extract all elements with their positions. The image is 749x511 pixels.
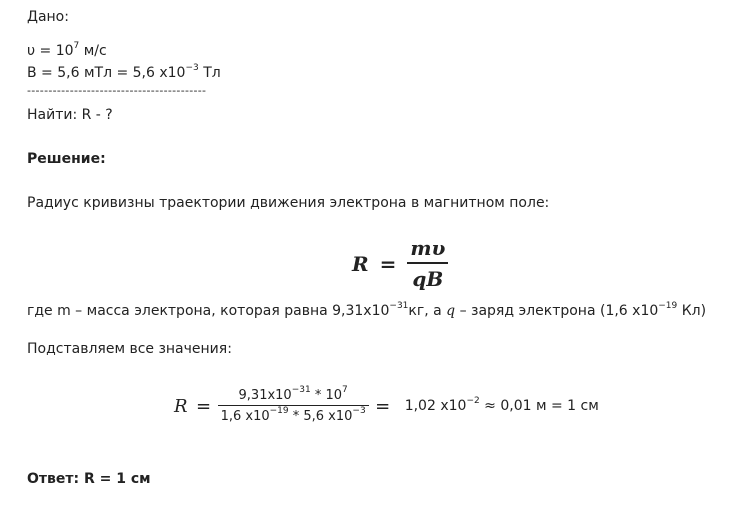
solution-intro: Радиус кривизны траектории движения электрона в магнитном поле: [27,195,550,211]
velocity-unit: м/с [79,43,107,59]
radius-formula-denominator: qB [407,262,448,291]
radius-formula [352,236,448,291]
calculation-equals-2: = [375,395,391,417]
radius-formula-lhs: R [352,251,369,276]
where-part-1: где m – масса электрона, которая равна 9,31х10 [27,303,390,319]
calculation-equals: = [196,395,212,417]
calculation-fraction [218,385,369,424]
radius-formula-equals: = [379,251,397,276]
electron-charge-exponent: −19 [658,301,678,311]
numerator-velocity-exponent: 7 [342,385,348,395]
solution-heading: Решение: [27,151,106,167]
result-exponent: −2 [466,396,480,406]
answer-line: Ответ: R = 1 см [27,471,151,487]
calculation-numerator [218,385,369,405]
where-part-2: кг, а [408,303,447,319]
field-unit: Тл [198,65,221,81]
numerator-velocity: * 10 [310,388,343,403]
field-exponent: −3 [185,63,199,73]
velocity-exponent: 7 [73,41,80,51]
substitute-line: Подставляем все значения: [27,341,232,357]
given-heading: Дано: [27,9,69,25]
numerator-mass: 9,31х10 [238,388,292,403]
radius-formula-fraction [407,236,448,291]
where-line [27,302,706,320]
result-rounded: ≈ 0,01 м = 1 см [479,398,599,414]
calculation-result [405,398,599,414]
denominator-charge: 1,6 х10 [220,409,270,424]
given-velocity [27,42,107,60]
field-value: B = 5,6 мТл = 5,6 х10 [27,65,186,81]
denominator-charge-exponent: −19 [269,406,289,416]
where-part-3: – заряд электрона (1,6 х10 [455,303,659,319]
result-value: 1,02 х10 [404,398,467,414]
calculation-formula [174,385,599,424]
calculation-lhs: R [174,395,188,417]
denominator-field-exponent: −3 [352,406,366,416]
calculation-denominator [218,405,369,424]
where-part-4: Кл) [677,303,707,319]
given-field [27,64,221,82]
electron-mass-exponent: −31 [389,301,409,311]
numerator-mass-exponent: −31 [291,385,311,395]
find-line: Найти: R - ? [27,107,113,123]
denominator-field: * 5,6 х10 [288,409,353,424]
radius-formula-numerator: mυ [410,236,446,260]
given-separator: ------------------------------------------ [27,84,207,97]
velocity-value: υ = 10 [27,43,74,59]
charge-symbol: q [446,303,456,319]
